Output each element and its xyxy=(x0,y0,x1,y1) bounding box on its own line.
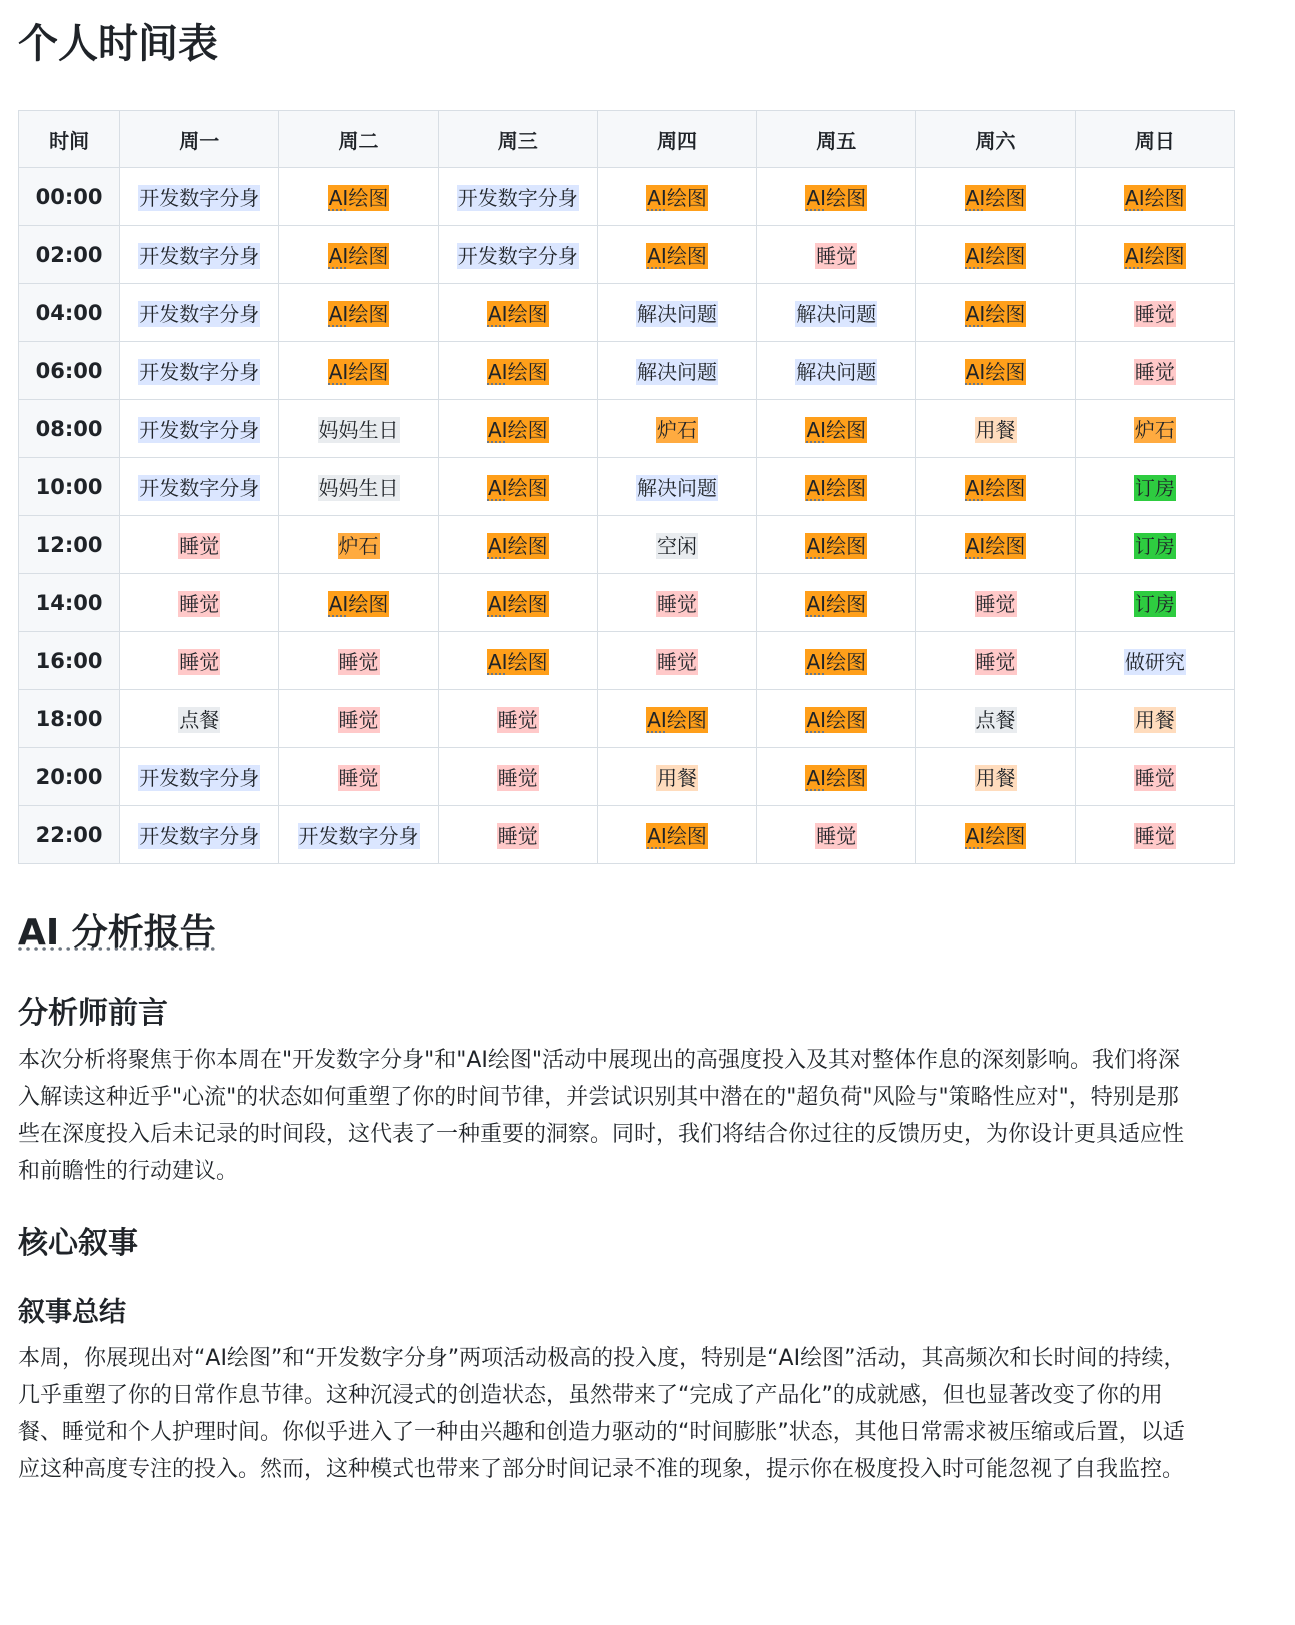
schedule-cell-monday xyxy=(120,400,279,458)
schedule-cell-saturday xyxy=(916,400,1075,458)
table-row xyxy=(19,400,1235,458)
table-row xyxy=(19,458,1235,516)
activity-label: 解决问题 xyxy=(637,360,718,384)
activity-label: 开发数字分身 xyxy=(139,360,260,384)
time-cell: 02:00 xyxy=(19,226,120,284)
activity-label: AI绘图 xyxy=(806,476,867,500)
ai-prefix: AI xyxy=(965,186,986,210)
activity-label: AI绘图 xyxy=(806,650,867,674)
schedule-cell-saturday xyxy=(916,748,1075,806)
schedule-cell-sunday xyxy=(1075,632,1234,690)
activity-label: AI绘图 xyxy=(806,708,867,732)
activity-label: 开发数字分身 xyxy=(139,244,260,268)
schedule-table-wrap xyxy=(18,110,1277,864)
time-cell: 04:00 xyxy=(19,284,120,342)
activity-label: AI绘图 xyxy=(487,302,548,326)
schedule-cell-thursday xyxy=(597,806,756,864)
summary-title: 叙事总结 xyxy=(18,1297,126,1328)
header-sunday: 周日 xyxy=(1075,111,1234,168)
activity-label: 做研究 xyxy=(1124,650,1185,674)
activity-label: 妈妈生日 xyxy=(318,418,399,442)
ai-prefix: AI xyxy=(806,650,827,674)
schedule-cell-thursday xyxy=(597,342,756,400)
schedule-cell-monday xyxy=(120,748,279,806)
activity-label: AI绘图 xyxy=(487,534,548,558)
ai-prefix: AI xyxy=(647,708,667,732)
schedule-cell-friday xyxy=(757,574,916,632)
schedule-table xyxy=(18,110,1235,864)
table-row xyxy=(19,516,1235,574)
ai-prefix: AI xyxy=(487,650,508,674)
schedule-cell-saturday xyxy=(916,806,1075,864)
activity-label: 解决问题 xyxy=(637,302,718,326)
table-row xyxy=(19,342,1235,400)
ai-prefix: AI xyxy=(328,302,349,326)
activity-label: 睡觉 xyxy=(975,650,1016,674)
header-tuesday: 周二 xyxy=(279,111,438,168)
schedule-cell-monday xyxy=(120,342,279,400)
table-row xyxy=(19,632,1235,690)
schedule-cell-saturday xyxy=(916,342,1075,400)
time-cell: 22:00 xyxy=(19,806,120,864)
schedule-cell-sunday xyxy=(1075,458,1234,516)
activity-label: 开发数字分身 xyxy=(139,418,260,442)
schedule-cell-tuesday xyxy=(279,458,438,516)
schedule-cell-thursday xyxy=(597,690,756,748)
schedule-cell-monday xyxy=(120,632,279,690)
time-cell: 20:00 xyxy=(19,748,120,806)
schedule-body xyxy=(19,168,1235,864)
header-saturday: 周六 xyxy=(916,111,1075,168)
activity-label: AI绘图 xyxy=(806,592,867,616)
schedule-cell-tuesday xyxy=(279,516,438,574)
schedule-cell-friday xyxy=(757,516,916,574)
ai-prefix: AI xyxy=(806,708,827,732)
activity-label: AI绘图 xyxy=(328,244,389,268)
activity-label: AI绘图 xyxy=(328,360,389,384)
schedule-cell-monday xyxy=(120,284,279,342)
report-title: AI 分析报告 xyxy=(18,912,216,953)
schedule-cell-tuesday xyxy=(279,284,438,342)
schedule-cell-wednesday xyxy=(438,168,597,226)
schedule-cell-monday xyxy=(120,516,279,574)
activity-label: 睡觉 xyxy=(816,824,857,848)
activity-label: 订房 xyxy=(1134,592,1175,616)
activity-label: 睡觉 xyxy=(338,650,379,674)
activity-label: AI绘图 xyxy=(965,534,1026,558)
preface-title: 分析师前言 xyxy=(18,996,168,1031)
schedule-cell-wednesday xyxy=(438,226,597,284)
schedule-cell-thursday xyxy=(597,400,756,458)
time-cell: 14:00 xyxy=(19,574,120,632)
ai-prefix: AI xyxy=(1125,186,1145,210)
activity-label: 开发数字分身 xyxy=(139,302,260,326)
ai-prefix: AI xyxy=(965,476,986,500)
ai-prefix: AI xyxy=(487,418,508,442)
schedule-cell-wednesday xyxy=(438,574,597,632)
schedule-cell-friday xyxy=(757,284,916,342)
activity-label: 空闲 xyxy=(657,534,698,558)
schedule-cell-thursday xyxy=(597,284,756,342)
table-row xyxy=(19,168,1235,226)
activity-label: 睡觉 xyxy=(179,650,220,674)
ai-prefix: AI xyxy=(806,766,827,790)
ai-prefix: AI xyxy=(965,244,986,268)
activity-label: 睡觉 xyxy=(497,766,538,790)
time-cell: 06:00 xyxy=(19,342,120,400)
activity-label: AI绘图 xyxy=(487,418,548,442)
activity-label: 睡觉 xyxy=(179,592,220,616)
activity-label: 解决问题 xyxy=(796,302,877,326)
activity-label: 订房 xyxy=(1134,534,1175,558)
ai-prefix: AI xyxy=(328,592,349,616)
ai-prefix: AI xyxy=(965,360,986,384)
activity-label: 用餐 xyxy=(975,418,1016,442)
activity-label: 睡觉 xyxy=(497,708,538,732)
schedule-cell-thursday xyxy=(597,748,756,806)
activity-label: AI绘图 xyxy=(328,592,389,616)
activity-label: 开发数字分身 xyxy=(457,186,578,210)
activity-label: AI绘图 xyxy=(328,186,389,210)
activity-label: 解决问题 xyxy=(637,476,718,500)
time-cell: 10:00 xyxy=(19,458,120,516)
schedule-cell-wednesday xyxy=(438,690,597,748)
schedule-cell-friday xyxy=(757,458,916,516)
ai-prefix: AI xyxy=(328,186,349,210)
ai-prefix: AI xyxy=(487,360,508,384)
ai-prefix: AI xyxy=(806,592,827,616)
schedule-cell-thursday xyxy=(597,516,756,574)
schedule-cell-tuesday xyxy=(279,632,438,690)
schedule-cell-saturday xyxy=(916,574,1075,632)
schedule-cell-friday xyxy=(757,168,916,226)
schedule-cell-monday xyxy=(120,458,279,516)
ai-prefix: AI xyxy=(487,476,508,500)
schedule-cell-sunday xyxy=(1075,806,1234,864)
schedule-cell-friday xyxy=(757,690,916,748)
time-cell: 00:00 xyxy=(19,168,120,226)
activity-label: AI绘图 xyxy=(965,186,1026,210)
activity-label: AI绘图 xyxy=(647,708,707,732)
ai-prefix: AI xyxy=(487,302,508,326)
schedule-cell-monday xyxy=(120,806,279,864)
activity-label: 开发数字分身 xyxy=(139,824,260,848)
schedule-cell-tuesday xyxy=(279,806,438,864)
ai-prefix: AI xyxy=(806,418,827,442)
schedule-cell-sunday xyxy=(1075,284,1234,342)
ai-prefix: AI xyxy=(647,244,667,268)
activity-label: 睡觉 xyxy=(338,766,379,790)
activity-label: 睡觉 xyxy=(1134,766,1175,790)
table-row xyxy=(19,226,1235,284)
schedule-cell-tuesday xyxy=(279,226,438,284)
summary-text: 本周，你展现出对“AI绘图”和“开发数字分身”两项活动极高的投入度，特别是“AI绘图”活动，其高频次和长时间的持续，几乎重塑了你的日常作息节律。这种沉浸式的创造状态，虽然带来了“完成了产品化”的成就感，但也显著改变了你的用餐、睡觉和个人护理时间。你似乎进入了一种由兴趣和创造力驱动的“时间膨胀”状态，其他日常需求被压缩或后置，以适应这种高度专注的投入。然而，这种模式也带来了部分时间记录不准的现象，提示你在极度投入时可能忽视了自我监控。 xyxy=(18,1346,1186,1482)
activity-label: AI绘图 xyxy=(806,766,867,790)
activity-label: 开发数字分身 xyxy=(457,244,578,268)
activity-label: AI绘图 xyxy=(487,650,548,674)
ai-prefix: AI xyxy=(647,186,667,210)
header-time: 时间 xyxy=(19,111,120,168)
header-thursday: 周四 xyxy=(597,111,756,168)
activity-label: AI绘图 xyxy=(965,476,1026,500)
activity-label: 睡觉 xyxy=(497,824,538,848)
schedule-cell-friday xyxy=(757,632,916,690)
schedule-cell-thursday xyxy=(597,632,756,690)
schedule-cell-thursday xyxy=(597,458,756,516)
activity-label: 开发数字分身 xyxy=(139,476,260,500)
time-cell: 18:00 xyxy=(19,690,120,748)
schedule-cell-friday xyxy=(757,226,916,284)
schedule-cell-friday xyxy=(757,748,916,806)
ai-prefix: AI xyxy=(806,534,827,558)
activity-label: 订房 xyxy=(1134,476,1175,500)
schedule-cell-sunday xyxy=(1075,226,1234,284)
schedule-cell-saturday xyxy=(916,690,1075,748)
activity-label: 睡觉 xyxy=(1134,360,1175,384)
activity-label: AI绘图 xyxy=(965,824,1026,848)
schedule-cell-saturday xyxy=(916,284,1075,342)
schedule-cell-tuesday xyxy=(279,574,438,632)
activity-label: 睡觉 xyxy=(338,708,379,732)
activity-label: AI绘图 xyxy=(1125,244,1185,268)
activity-label: 睡觉 xyxy=(657,592,698,616)
activity-label: 开发数字分身 xyxy=(139,766,260,790)
time-cell: 12:00 xyxy=(19,516,120,574)
schedule-cell-monday xyxy=(120,226,279,284)
activity-label: AI绘图 xyxy=(487,592,548,616)
activity-label: AI绘图 xyxy=(965,244,1026,268)
ai-prefix: AI xyxy=(806,186,827,210)
header-row xyxy=(19,111,1235,168)
activity-label: 用餐 xyxy=(975,766,1016,790)
schedule-cell-sunday xyxy=(1075,516,1234,574)
activity-label: AI绘图 xyxy=(328,302,389,326)
activity-label: 炉石 xyxy=(338,534,379,558)
schedule-cell-saturday xyxy=(916,226,1075,284)
ai-prefix: AI xyxy=(487,592,508,616)
schedule-cell-monday xyxy=(120,574,279,632)
schedule-cell-saturday xyxy=(916,168,1075,226)
schedule-cell-tuesday xyxy=(279,168,438,226)
core-narrative-title: 核心叙事 xyxy=(18,1226,138,1261)
schedule-cell-sunday xyxy=(1075,748,1234,806)
schedule-cell-monday xyxy=(120,690,279,748)
table-row xyxy=(19,690,1235,748)
ai-prefix: AI xyxy=(328,244,349,268)
schedule-cell-tuesday xyxy=(279,342,438,400)
ai-prefix: AI xyxy=(487,534,508,558)
activity-label: AI绘图 xyxy=(806,186,867,210)
schedule-cell-sunday xyxy=(1075,400,1234,458)
schedule-cell-saturday xyxy=(916,632,1075,690)
schedule-cell-wednesday xyxy=(438,342,597,400)
time-cell: 08:00 xyxy=(19,400,120,458)
table-row xyxy=(19,284,1235,342)
ai-prefix: AI xyxy=(1125,244,1145,268)
ai-prefix: AI xyxy=(328,360,349,384)
schedule-cell-wednesday xyxy=(438,400,597,458)
activity-label: 开发数字分身 xyxy=(139,186,260,210)
activity-label: AI绘图 xyxy=(965,302,1026,326)
ai-prefix: AI xyxy=(965,824,986,848)
activity-label: AI绘图 xyxy=(806,418,867,442)
activity-label: AI绘图 xyxy=(647,186,707,210)
table-row xyxy=(19,574,1235,632)
page-title: 个人时间表 xyxy=(18,21,218,67)
schedule-cell-wednesday xyxy=(438,458,597,516)
activity-label: 睡觉 xyxy=(1134,302,1175,326)
schedule-cell-wednesday xyxy=(438,284,597,342)
activity-label: AI绘图 xyxy=(647,244,707,268)
schedule-cell-thursday xyxy=(597,168,756,226)
activity-label: 睡觉 xyxy=(179,534,220,558)
schedule-cell-sunday xyxy=(1075,574,1234,632)
activity-label: 解决问题 xyxy=(796,360,877,384)
header-wednesday: 周三 xyxy=(438,111,597,168)
schedule-cell-saturday xyxy=(916,458,1075,516)
table-row xyxy=(19,806,1235,864)
activity-label: 睡觉 xyxy=(657,650,698,674)
activity-label: 睡觉 xyxy=(975,592,1016,616)
schedule-cell-friday xyxy=(757,806,916,864)
schedule-cell-monday xyxy=(120,168,279,226)
header-friday: 周五 xyxy=(757,111,916,168)
activity-label: AI绘图 xyxy=(487,360,548,384)
time-cell: 16:00 xyxy=(19,632,120,690)
activity-label: 睡觉 xyxy=(816,244,857,268)
schedule-cell-friday xyxy=(757,342,916,400)
schedule-cell-sunday xyxy=(1075,342,1234,400)
preface-text: 本次分析将聚焦于你本周在"开发数字分身"和"AI绘图"活动中展现出的高强度投入及其对整体作息的深刻影响。我们将深入解读这种近乎"心流"的状态如何重塑了你的时间节律，并尝试识别其中潜在的"超负荷"风险与"策略性应对"，特别是那些在深度投入后未记录的时间段，这代表了一种重要的洞察。同时，我们将结合你过往的反馈历史，为你设计更具适应性和前瞻性的行动建议。 xyxy=(18,1048,1185,1184)
activity-label: 点餐 xyxy=(179,708,220,732)
activity-label: 点餐 xyxy=(975,708,1016,732)
schedule-cell-saturday xyxy=(916,516,1075,574)
activity-label: AI绘图 xyxy=(647,824,707,848)
activity-label: 炉石 xyxy=(657,418,698,442)
header-monday: 周一 xyxy=(120,111,279,168)
activity-label: 用餐 xyxy=(657,766,698,790)
activity-label: 开发数字分身 xyxy=(298,824,419,848)
schedule-cell-tuesday xyxy=(279,690,438,748)
table-row xyxy=(19,748,1235,806)
activity-label: 用餐 xyxy=(1134,708,1175,732)
activity-label: AI绘图 xyxy=(487,476,548,500)
schedule-cell-sunday xyxy=(1075,168,1234,226)
schedule-cell-wednesday xyxy=(438,632,597,690)
activity-label: 睡觉 xyxy=(1134,824,1175,848)
schedule-cell-friday xyxy=(757,400,916,458)
schedule-cell-wednesday xyxy=(438,748,597,806)
ai-prefix: AI xyxy=(647,824,667,848)
activity-label: AI绘图 xyxy=(965,360,1026,384)
activity-label: 妈妈生日 xyxy=(318,476,399,500)
schedule-cell-thursday xyxy=(597,226,756,284)
schedule-cell-wednesday xyxy=(438,806,597,864)
schedule-cell-tuesday xyxy=(279,748,438,806)
activity-label: AI绘图 xyxy=(1125,186,1185,210)
schedule-cell-tuesday xyxy=(279,400,438,458)
schedule-cell-sunday xyxy=(1075,690,1234,748)
schedule-cell-thursday xyxy=(597,574,756,632)
ai-prefix: AI xyxy=(965,302,986,326)
activity-label: AI绘图 xyxy=(806,534,867,558)
ai-prefix: AI xyxy=(806,476,827,500)
schedule-cell-wednesday xyxy=(438,516,597,574)
activity-label: 炉石 xyxy=(1134,418,1175,442)
ai-prefix: AI xyxy=(965,534,986,558)
